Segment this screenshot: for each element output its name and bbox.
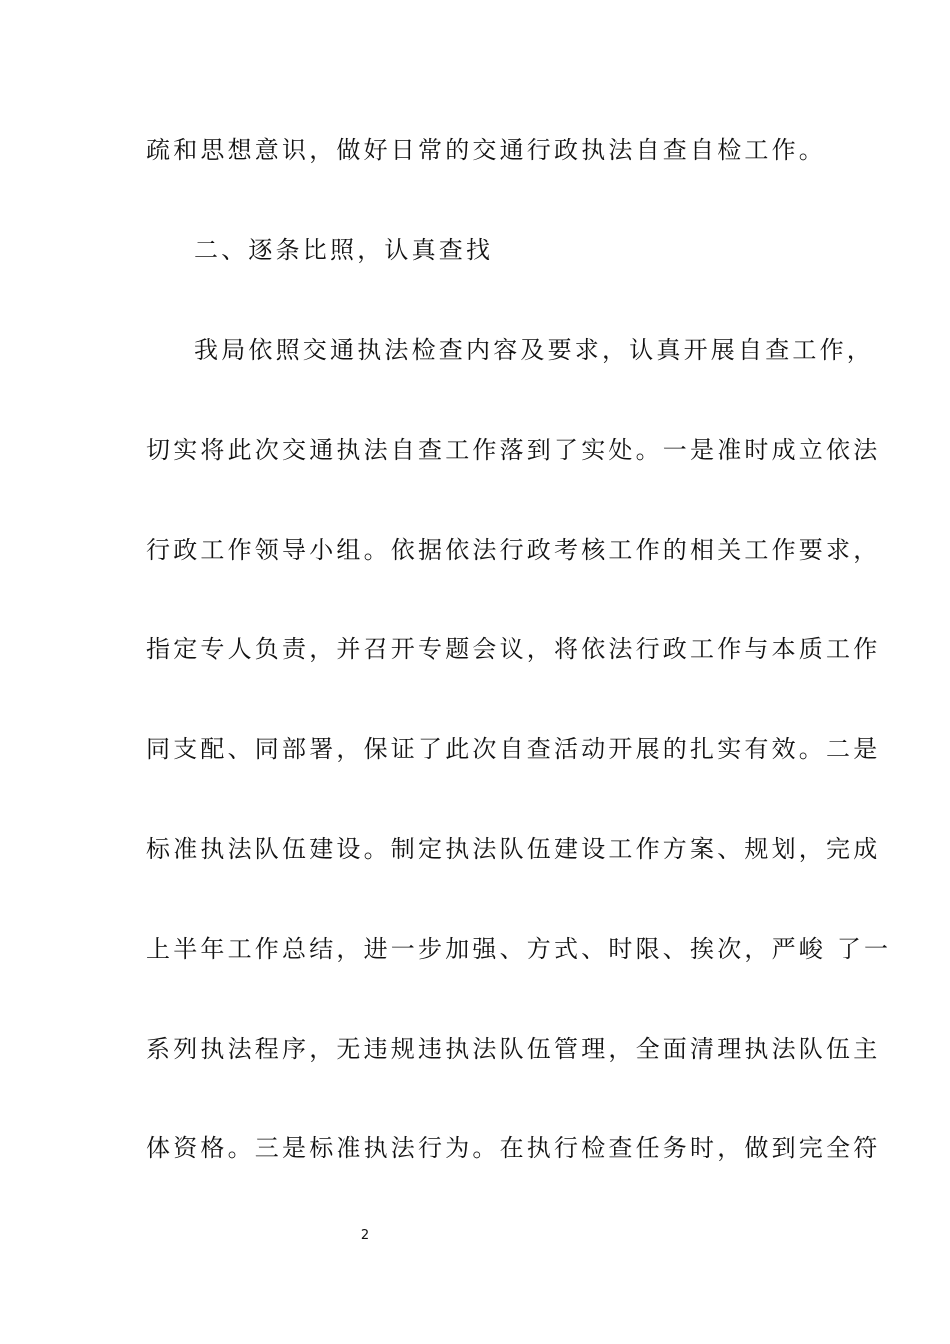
body-line: 标准执法队伍建设。制定执法队伍建设工作方案、规划，完成 — [146, 835, 881, 863]
page-number: 2 — [360, 1228, 370, 1243]
body-line: 行政工作领导小组。依据依法行政考核工作的相关工作要求， — [146, 536, 881, 564]
body-line: 切实将此次交通执法自查工作落到了实处。一是准时成立依法 — [146, 436, 881, 464]
paragraph-first-line: 我局依照交通执法检查内容及要求，认真开展自查工作， — [194, 336, 874, 364]
body-line: 上半年工作总结，进一步加强、方式、时限、挨次，严峻 了一 — [146, 935, 892, 963]
body-line: 指定专人负责，并召开专题会议，将依法行政工作与本质工作 — [146, 635, 881, 663]
section-heading: 二、逐条比照，认真查找 — [194, 236, 494, 264]
body-line: 同支配、同部署，保证了此次自查活动开展的扎实有效。二是 — [146, 735, 881, 763]
body-line: 体资格。三是标准执法行为。在执行检查任务时，做到完全符 — [146, 1134, 881, 1162]
body-line: 系列执法程序，无违规违执法队伍管理，全面清理执法队伍主 — [146, 1035, 881, 1063]
body-line: 疏和思想意识，做好日常的交通行政执法自查自检工作。 — [146, 136, 826, 164]
